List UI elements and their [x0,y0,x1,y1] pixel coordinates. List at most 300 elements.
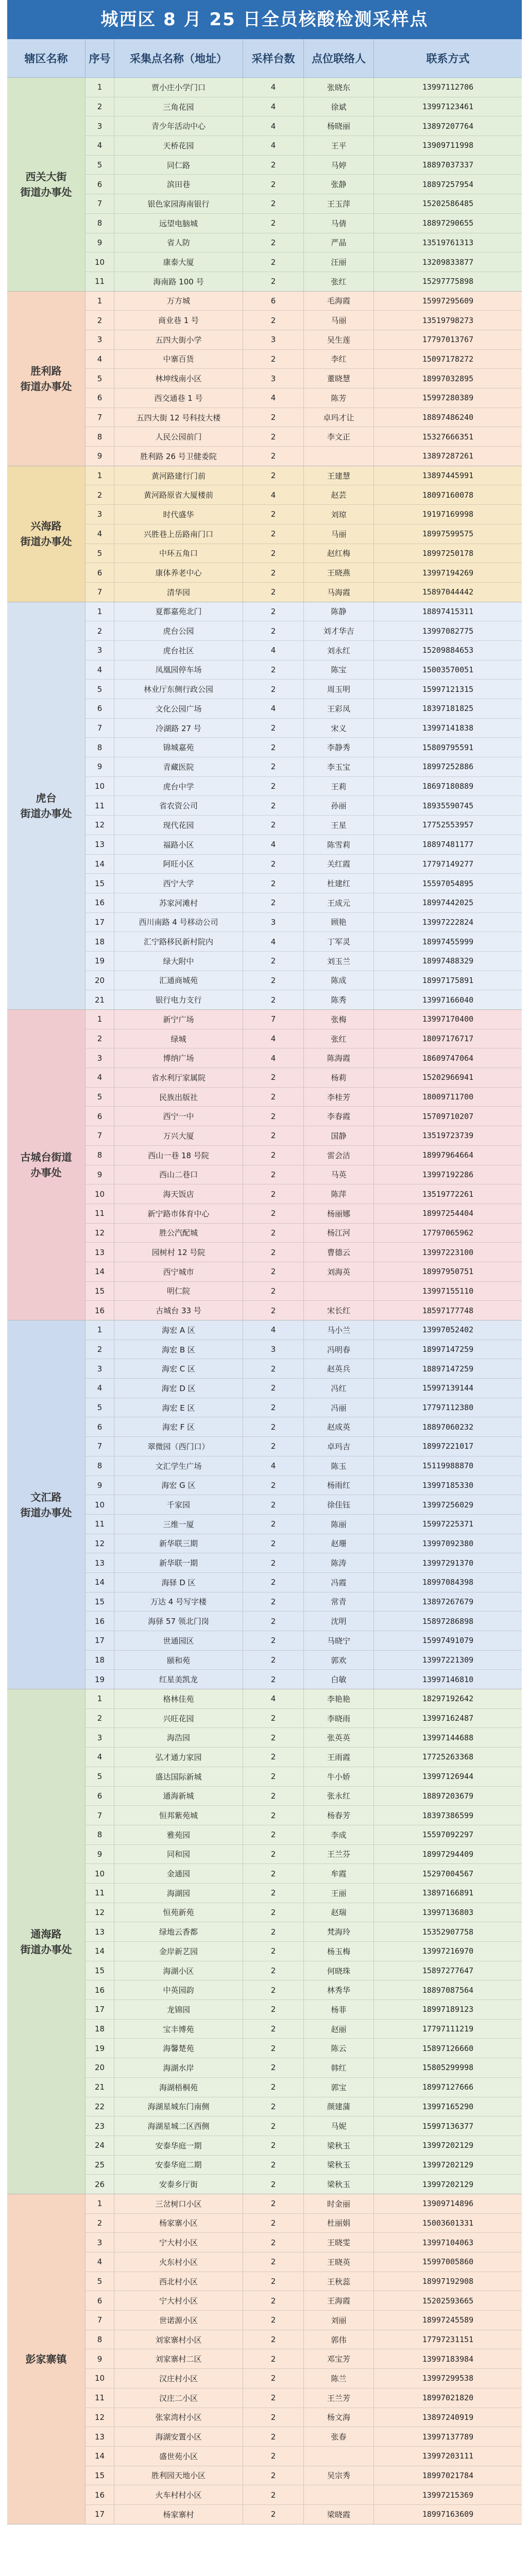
cell-no: 11 [86,1515,114,1534]
cell-phone: 18897147259 [422,1364,474,1374]
cell-no: 16 [86,1612,114,1631]
cell-leader: 李红 [304,350,374,369]
cell-no: 19 [86,2039,114,2058]
cell-stations: 4 [243,1456,304,1476]
cell-leader: 王晓英 [304,2252,374,2272]
district-section [7,466,522,602]
cell-leader: 常青 [304,1592,374,1612]
cell-leader: 王彩凤 [304,699,374,718]
table-row [86,1301,522,1320]
table-row [86,2349,522,2369]
cell-site: 省人防 [114,233,243,252]
cell-phone: 13997291370 [422,1558,474,1568]
cell-stations: 4 [243,835,304,854]
cell-leader: 张永红 [304,1787,374,1806]
cell-site: 林坤线南小区 [114,369,243,388]
table-row [86,1592,522,1612]
cell-stations: 2 [243,1262,304,1281]
cell-no: 2 [86,1029,114,1048]
cell-phone: 18897481177 [422,840,474,850]
cell-site: 万方城 [114,292,243,311]
cell-phone: 15809795591 [422,742,474,752]
cell-stations: 2 [243,233,304,252]
cell-site: 虎台中学 [114,777,243,796]
cell-site: 绿地云香都 [114,1922,243,1941]
table-row [86,2233,522,2252]
cell-leader: 王晓雯 [304,2233,374,2252]
cell-site: 宁大村小区 [114,2291,243,2310]
cell-site: 兴胜巷上岳路南门口 [114,524,243,544]
cell-phone: 17725263368 [422,1752,474,1762]
table-row [86,233,522,253]
cell-leader: 杨菲 [304,2000,374,2019]
cell-no: 7 [86,583,114,602]
district-name: 通海路 街道办事处 [7,1689,86,2194]
cell-phone: 18897257954 [422,179,474,189]
header-leader: 点位联络人 [304,39,374,77]
cell-stations: 2 [243,1088,304,1107]
cell-leader: 陈雪莉 [304,835,374,854]
cell-stations: 2 [243,505,304,524]
table-row [86,2000,522,2020]
cell-no: 24 [86,2136,114,2155]
cell-no: 23 [86,2116,114,2136]
cell-stations: 2 [243,1806,304,1825]
cell-leader: 郭伟 [304,2330,374,2349]
cell-no: 16 [86,1301,114,1320]
cell-site: 海湖安置小区 [114,2427,243,2446]
cell-phone: 13997165290 [422,2102,474,2111]
cell-site: 火车村村小区 [114,2485,243,2504]
cell-phone: 13997183984 [422,2354,474,2364]
table-row [86,2369,522,2388]
cell-leader: 马丽 [304,311,374,330]
cell-site: 西川南路 4 号移动公司 [114,913,243,932]
cell-leader: 陈秀 [304,990,374,1009]
cell-stations: 4 [243,485,304,504]
cell-leader: 何晓珠 [304,1961,374,1980]
cell-stations: 2 [243,2214,304,2233]
cell-stations: 2 [243,2136,304,2155]
cell-site: 世诺源小区 [114,2311,243,2330]
cell-phone: 13997202129 [422,2179,474,2189]
cell-phone: 18997021820 [422,2393,474,2403]
cell-leader: 李春霞 [304,1107,374,1126]
cell-leader: 冯丽 [304,1398,374,1417]
cell-no: 8 [86,1146,114,1165]
district-section [7,1010,522,1320]
table-row [86,1107,522,1126]
cell-leader: 时金丽 [304,2194,374,2213]
cell-phone: 13997146810 [422,1674,474,1684]
cell-stations: 2 [243,602,304,621]
cell-site: 海天饭店 [114,1184,243,1204]
cell-stations: 2 [243,427,304,446]
cell-phone: 13997141838 [422,723,474,733]
cell-phone: 18997147259 [422,1345,474,1354]
cell-site: 新宁广场 [114,1010,243,1029]
cell-leader: 沈明 [304,1612,374,1631]
cell-phone: 18997252886 [422,762,474,772]
cell-site: 胜利路 26 号卫健委院 [114,447,243,466]
cell-no: 15 [86,1961,114,1980]
cell-site: 人民公园前门 [114,427,243,446]
cell-site: 省农资公司 [114,796,243,815]
cell-phone: 15997005860 [422,2257,474,2267]
cell-site: 青藏医院 [114,757,243,776]
table-row [86,2136,522,2156]
table-row [86,2408,522,2428]
cell-leader: 马婷 [304,156,374,175]
cell-stations: 3 [243,330,304,349]
cell-no: 4 [86,136,114,155]
cell-no: 16 [86,2485,114,2504]
cell-phone: 18997175891 [422,975,474,985]
cell-stations: 4 [243,1029,304,1048]
cell-no: 12 [86,1534,114,1553]
cell-site: 博纳广场 [114,1048,243,1067]
cell-phone: 13997166040 [422,995,474,1005]
cell-leader: 冯红 [304,1379,374,1398]
cell-leader: 徐佳钰 [304,1495,374,1514]
cell-phone: 18997964664 [422,1150,474,1160]
cell-no: 19 [86,952,114,971]
cell-stations: 2 [243,816,304,835]
cell-no: 3 [86,1359,114,1378]
table-row [86,2272,522,2292]
cell-no: 4 [86,2252,114,2272]
table-row [86,777,522,796]
cell-stations: 2 [243,680,304,699]
cell-no: 8 [86,2330,114,2349]
cell-stations: 2 [243,1942,304,1961]
cell-no: 10 [86,2369,114,2388]
table-row [86,621,522,641]
cell-phone: 18009711700 [422,1092,474,1102]
cell-no: 13 [86,1243,114,1262]
cell-site: 千家园 [114,1495,243,1514]
cell-no: 17 [86,2000,114,2019]
table-row [86,699,522,719]
cell-stations: 2 [243,214,304,233]
table-row [86,932,522,952]
table-row [86,1631,522,1651]
cell-no: 11 [86,1204,114,1223]
table-row [86,1437,522,1456]
table-row [86,2252,522,2272]
cell-site: 黄河路原省大厦楼前 [114,485,243,504]
cell-site: 张家湾村小区 [114,2408,243,2427]
cell-site: 福路小区 [114,835,243,854]
cell-no: 22 [86,2097,114,2116]
cell-phone: 18397386599 [422,1810,474,1820]
cell-stations: 2 [243,2000,304,2019]
cell-leader: 马海霞 [304,583,374,602]
cell-phone: 15202593665 [422,2296,474,2306]
cell-phone: 19197169998 [422,510,474,519]
cell-stations: 2 [243,738,304,757]
cell-no: 10 [86,1184,114,1204]
cell-phone: 13997256029 [422,1500,474,1510]
table-row [86,1126,522,1146]
district-name: 文汇路 街道办事处 [7,1320,86,1689]
cell-stations: 2 [243,1146,304,1165]
table-row [86,1651,522,1670]
table-row [86,156,522,175]
cell-leader: 王秋蕊 [304,2272,374,2291]
district-rows [86,1689,522,2194]
cell-site: 中环五角口 [114,544,243,563]
cell-no: 6 [86,388,114,408]
cell-leader: 梁秋玉 [304,2156,374,2175]
cell-leader: 陈云 [304,2039,374,2058]
table-row [86,1534,522,1554]
cell-leader: 陈萍 [304,1184,374,1204]
cell-no: 1 [86,602,114,621]
cell-leader: 张静 [304,175,374,194]
cell-phone: 18397181825 [422,704,474,714]
cell-phone: 17797112380 [422,1403,474,1413]
table-row [86,2156,522,2175]
cell-stations: 2 [243,2349,304,2368]
cell-leader: 卓玛吉 [304,1437,374,1456]
cell-leader: 刘玉兰 [304,952,374,971]
cell-site: 天桥花园 [114,136,243,155]
cell-phone: 13997299538 [422,2374,474,2383]
cell-no: 1 [86,2194,114,2213]
cell-site: 胜公汽配城 [114,1224,243,1243]
table-row [86,1767,522,1787]
cell-stations: 4 [243,78,304,97]
cell-no: 6 [86,1107,114,1126]
cell-site: 安泰华庭一期 [114,2136,243,2155]
cell-phone: 13997162487 [422,1714,474,1723]
cell-leader: 郭宝 [304,2078,374,2097]
cell-no: 3 [86,330,114,349]
cell-phone: 15897126660 [422,2043,474,2053]
cell-stations: 2 [243,1631,304,1650]
cell-site: 海湖园 [114,1884,243,1903]
cell-site: 康体养老中心 [114,563,243,582]
cell-phone: 15297775898 [422,277,474,286]
table-row [86,1476,522,1496]
cell-leader: 陈玉 [304,1456,374,1476]
cell-phone: 13997222824 [422,917,474,927]
cell-stations: 2 [243,272,304,291]
cell-phone: 15202586485 [422,199,474,209]
cell-site: 中寨百货 [114,350,243,369]
cell-stations: 2 [243,1515,304,1534]
cell-phone: 15003601331 [422,2218,474,2228]
cell-leader: 张红 [304,272,374,291]
cell-no: 13 [86,835,114,854]
cell-site: 汉庄二小区 [114,2388,243,2408]
cell-site: 文汇学生广场 [114,1456,243,1476]
district-rows [86,292,522,466]
table-row [86,2330,522,2350]
table-row [86,757,522,777]
cell-no: 7 [86,194,114,213]
cell-stations: 2 [243,2485,304,2504]
cell-stations: 2 [243,2194,304,2213]
cell-leader: 陈芳 [304,388,374,408]
cell-stations: 2 [243,252,304,272]
cell-no: 20 [86,971,114,990]
cell-stations: 4 [243,641,304,660]
cell-no: 14 [86,1573,114,1592]
cell-leader: 马晓宁 [304,1631,374,1650]
table-row [86,292,522,311]
cell-phone: 13997092380 [422,1538,474,1548]
cell-site: 恒苑新苑 [114,1903,243,1922]
cell-phone: 13997221309 [422,1655,474,1665]
table-row [86,1942,522,1961]
table-row [86,1068,522,1088]
cell-no: 6 [86,1417,114,1436]
cell-phone: 13519723739 [422,1131,474,1141]
district-name: 胜利路 街道办事处 [7,292,86,466]
cell-site: 火东村小区 [114,2252,243,2272]
cell-stations: 2 [243,2272,304,2291]
cell-no: 5 [86,544,114,563]
cell-leader: 徐斌 [304,97,374,116]
cell-phone: 15597092297 [422,1830,474,1840]
cell-site: 海驿 57 领北门岗 [114,1612,243,1631]
cell-leader [304,2485,374,2504]
cell-phone: 17752553957 [422,820,474,830]
cell-phone: 13997216970 [422,1946,474,1956]
cell-no: 11 [86,272,114,291]
table-row [86,2214,522,2233]
cell-stations: 3 [243,369,304,388]
cell-phone: 18997250178 [422,548,474,558]
cell-phone: 18609747064 [422,1053,474,1063]
cell-leader: 王兰芳 [304,2388,374,2408]
cell-leader [304,1282,374,1301]
cell-no: 5 [86,369,114,388]
cell-phone: 13997203111 [422,2451,474,2461]
cell-leader: 梵海玲 [304,1922,374,1941]
table-row [86,563,522,583]
cell-site: 兴旺花园 [114,1709,243,1728]
cell-phone: 15209884653 [422,646,474,655]
cell-stations: 2 [243,1787,304,1806]
cell-stations: 2 [243,1359,304,1378]
cell-phone: 13909711998 [422,141,474,150]
cell-stations: 2 [243,1592,304,1612]
cell-leader: 董晓慧 [304,369,374,388]
cell-no: 6 [86,699,114,718]
table-row [86,2485,522,2505]
cell-stations: 2 [243,156,304,175]
cell-leader: 陈成 [304,971,374,990]
cell-site: 宝丰博苑 [114,2020,243,2039]
cell-leader: 严晶 [304,233,374,252]
cell-no: 5 [86,2272,114,2291]
cell-phone: 13997123461 [422,102,474,112]
table-row [86,680,522,699]
cell-leader: 杨莉 [304,1068,374,1087]
table-row [86,1573,522,1592]
cell-phone: 15997225371 [422,1519,474,1529]
table-row [86,78,522,97]
cell-site: 格林佳苑 [114,1689,243,1708]
cell-no: 14 [86,1262,114,1281]
cell-stations: 2 [243,311,304,330]
cell-no: 20 [86,2058,114,2077]
table-row [86,408,522,428]
cell-stations: 2 [243,447,304,466]
cell-phone: 13209833877 [422,257,474,267]
cell-site: 五四大街 12 号科技大楼 [114,408,243,427]
cell-leader: 王雨霞 [304,1748,374,1767]
cell-site: 海湖小区 [114,1961,243,1980]
cell-no: 7 [86,1437,114,1456]
cell-stations: 2 [243,563,304,582]
cell-no: 19 [86,1670,114,1689]
cell-no: 13 [86,1553,114,1572]
table-row [86,855,522,874]
cell-stations: 2 [243,2097,304,2116]
cell-stations: 2 [243,1980,304,1999]
cell-no: 4 [86,660,114,680]
cell-no: 2 [86,1340,114,1359]
table-row [86,2194,522,2214]
cell-leader: 顾艳 [304,913,374,932]
cell-phone: 18997221017 [422,1442,474,1451]
table-row [86,272,522,291]
district-section [7,602,522,1010]
cell-phone: 13997185330 [422,1480,474,1490]
table-row [86,1379,522,1398]
cell-phone: 15297004567 [422,1869,474,1878]
cell-leader: 王玉萍 [304,194,374,213]
cell-phone: 18097176717 [422,1034,474,1044]
cell-leader: 刘海英 [304,1262,374,1281]
cell-site: 颐和苑 [114,1651,243,1670]
table-row [86,2097,522,2117]
table-row [86,311,522,330]
cell-no: 18 [86,1651,114,1670]
cell-phone: 15897277647 [422,1966,474,1976]
district-rows [86,2194,522,2524]
cell-no: 1 [86,1689,114,1708]
cell-no: 10 [86,777,114,796]
cell-leader: 马小兰 [304,1320,374,1340]
cell-no: 12 [86,816,114,835]
cell-leader: 吴宗秀 [304,2466,374,2485]
header-site: 采集点名称（地址） [114,39,243,77]
table-row [86,2447,522,2466]
table-row [86,116,522,136]
table-row [86,583,522,602]
cell-leader: 杜建红 [304,874,374,893]
table-row [86,1903,522,1923]
table-row [86,2116,522,2136]
cell-site: 滨田巷 [114,175,243,194]
cell-site: 通海新城 [114,1787,243,1806]
cell-stations: 2 [243,544,304,563]
cell-phone: 15097178272 [422,354,474,364]
cell-stations: 7 [243,1010,304,1029]
cell-site: 凤凰园停车场 [114,660,243,680]
cell-site: 海馨楚苑 [114,2039,243,2058]
district-section [7,292,522,466]
district-name: 古城台街道 办事处 [7,1010,86,1320]
cell-site: 苏家河滩村 [114,893,243,912]
cell-phone: 18997127666 [422,2082,474,2092]
cell-phone: 15997280389 [422,393,474,403]
